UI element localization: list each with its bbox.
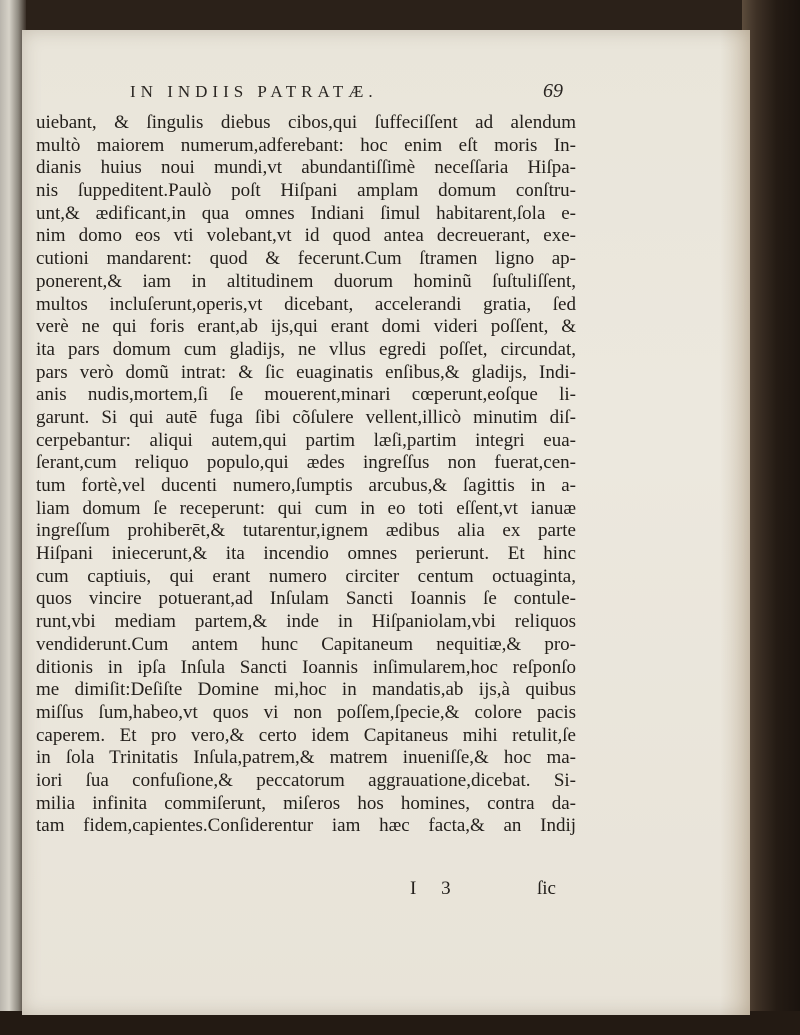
text-line: pars verò domũ intrat: & ſic euaginatis enſibus,& gladijs, Indi- xyxy=(36,361,576,383)
text-line: caperem. Et pro vero,& certo idem Capitaneus mihi retulit,ſe xyxy=(36,724,576,746)
body-text xyxy=(36,112,576,838)
text-line: dianis huius noui mundi,vt abundantiſſimè neceſſaria Hiſpa- xyxy=(36,157,576,179)
text-line: ponerent,& iam in altitudinem duorum hominũ ſuſtuliſſent, xyxy=(36,270,576,292)
text-line: vendiderunt.Cum antem hunc Capitaneum nequitiæ,& pro- xyxy=(36,633,576,655)
text-line: iori ſua confuſione,& peccatorum aggrauatione,dicebat. Si- xyxy=(36,769,576,791)
text-line: in ſola Trinitatis Inſula,patrem,& matrem inueniſſe,& hoc ma- xyxy=(36,747,576,769)
text-line: nis ſuppeditent.Paulò poſt Hiſpani amplam domum conſtru- xyxy=(36,180,576,202)
text-line: quos vincire potuerant,ad Inſulam Sancti Ioannis ſe contule- xyxy=(36,588,576,610)
text-line: milia infinita commiſerunt, miſeros hos homines, contra da- xyxy=(36,792,576,814)
text-line: garunt. Si qui autē fuga ſibi cõſulere vellent,illicò minutim diſ- xyxy=(36,406,576,428)
text-line: liam domum ſe receperunt: qui cum in eo toti eſſent,vt ianuæ xyxy=(36,497,576,519)
text-line: tum fortè,vel ducenti numero,ſumptis arcubus,& ſagittis in a- xyxy=(36,475,576,496)
text-line: ita pars domum cum gladijs, ne vllus egredi poſſet, circundat, xyxy=(36,338,576,360)
text-line: miſſus ſum,habeo,vt quos vi non poſſem,ſpecie,& colore pacis xyxy=(36,701,576,723)
text-line: nim domo eos vti volebant,vt id quod antea decreuerant, exe- xyxy=(36,225,576,247)
catchword: ſic xyxy=(537,878,556,899)
text-line: ditionis in ipſa Inſula Sancti Ioannis inſimularem,hoc reſponſo xyxy=(36,656,576,678)
text-line: me dimiſit:Deſiſte Domine mi,hoc in mandatis,ab ijs,à quibus xyxy=(36,679,576,701)
text-line: Hiſpani iniecerunt,& ita incendio omnes perierunt. Et hinc xyxy=(36,543,576,565)
text-line: multò maiorem numerum,adferebant: hoc enim eſt moris In- xyxy=(36,134,576,156)
text-line: runt,vbi mediam partem,& inde in Hiſpaniolam,vbi reliquos xyxy=(36,611,576,633)
signature-mark: I 3 xyxy=(410,878,461,899)
text-line: cerpebantur: aliqui autem,qui partim læſi,partim integri eua- xyxy=(36,429,576,451)
text-line: ingreſſum prohiberēt,& tutarentur,ignem ædibus alia ex parte xyxy=(36,520,576,542)
text-line: uiebant, & ſingulis diebus cibos,qui ſuffeciſſent ad alendum xyxy=(36,112,576,133)
text-line: cum captiuis, qui erant numero circiter centum octuaginta, xyxy=(36,565,576,587)
text-line: multos incluſerunt,operis,vt dicebant, accelerandi gratia, ſed xyxy=(36,293,576,315)
binding-right-edge xyxy=(742,0,800,1035)
text-line: verè ne qui foris erant,ab ijs,qui erant domi videri poſſent, & xyxy=(36,316,576,338)
text-line: unt,& ædificant,in qua omnes Indiani ſimul habitarent,ſola e- xyxy=(36,202,576,224)
page-number: 69 xyxy=(543,80,563,102)
text-line: anis nudis,mortem,ſi ſe mouerent,minari cœperunt,eoſque li- xyxy=(36,384,576,406)
running-head: IN INDIIS PATRATÆ. xyxy=(130,82,378,101)
text-line: tam fidem,capientes.Conſiderentur iam hæc facta,& an Indij xyxy=(36,815,576,837)
page-edge-stain xyxy=(720,30,750,1015)
text-line: ſerant,cum reliquo populo,qui ædes ingreſſus non fuerat,cen- xyxy=(36,452,576,474)
text-line: cutioni mandarent: quod & fecerunt.Cum ſtramen ligno ap- xyxy=(36,248,576,270)
